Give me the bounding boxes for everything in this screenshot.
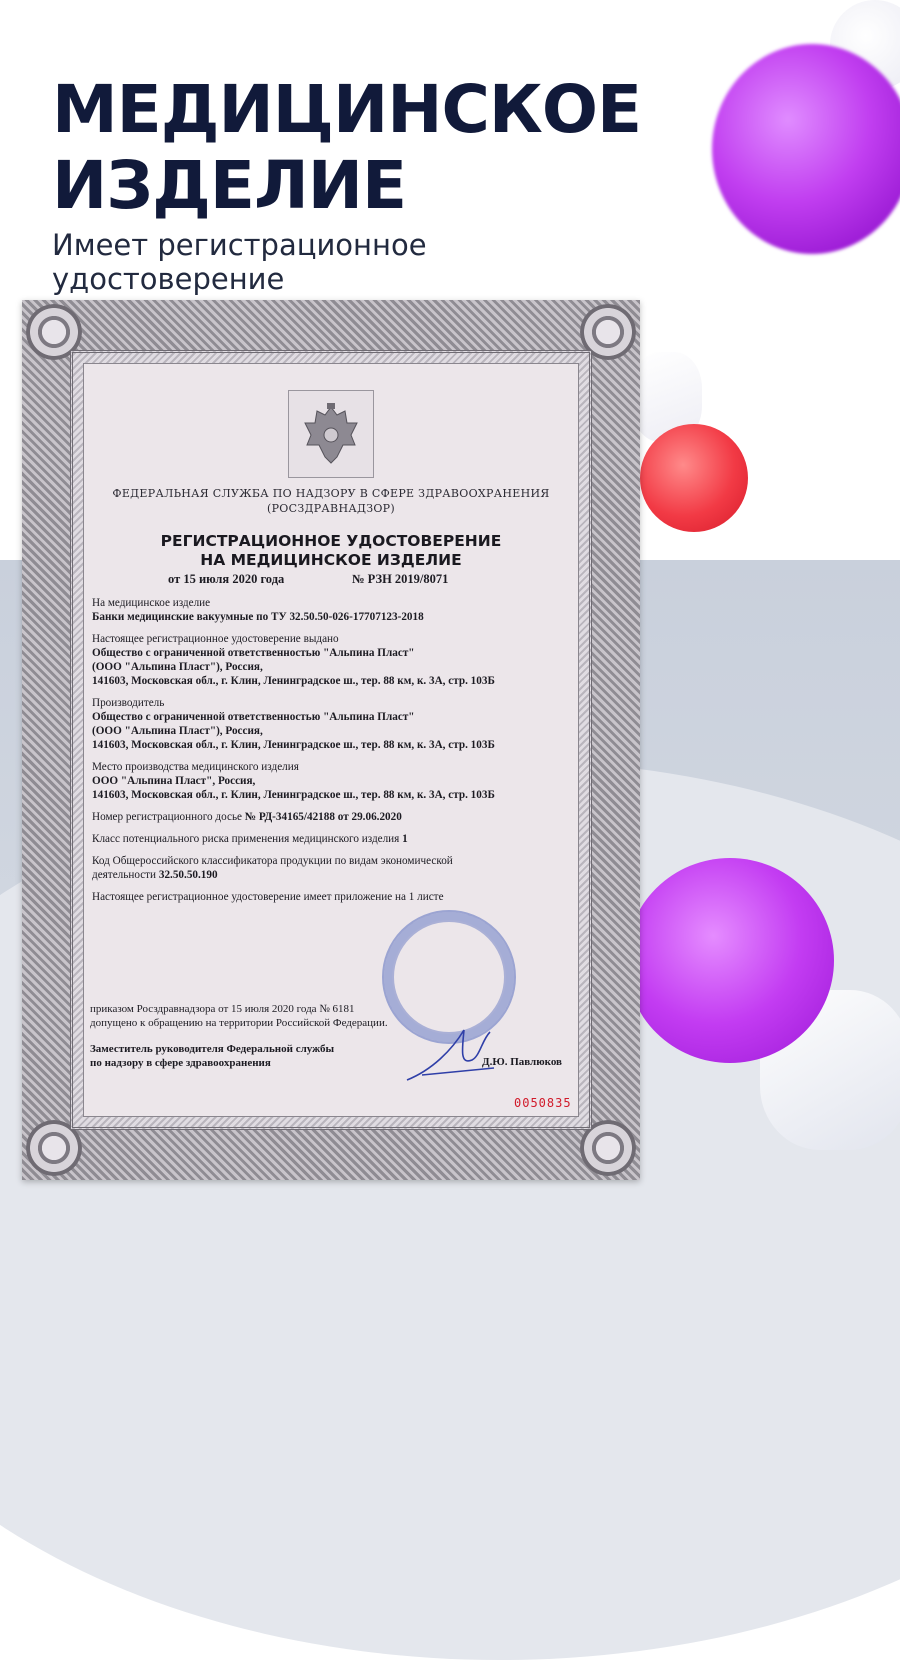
dossier-value: № РД-34165/42188 от 29.06.2020 (244, 811, 402, 823)
violet-cup-top-image (712, 44, 900, 254)
issued-line2: (ООО "Альпина Пласт"), Россия, (92, 661, 263, 673)
place-section (92, 760, 592, 802)
agency-short: (РОСЗДРАВНАДЗОР) (267, 502, 395, 515)
okpd-label-line1: Код Общероссийского классификатора продукции по видам экономической (92, 855, 453, 867)
signer-title (90, 1042, 334, 1070)
signer-line1: Заместитель руководителя Федеральной службы (90, 1043, 335, 1055)
manufacturer-line1: Общество с ограниченной ответственностью "Альпина Пласт" (92, 711, 415, 723)
headline-line1: МЕДИЦИНСКОЕ (52, 71, 642, 148)
certificate-title (22, 532, 640, 570)
headline (52, 72, 641, 224)
coat-of-arms-icon (288, 390, 374, 478)
issued-line1: Общество с ограниченной ответственностью "Альпина Пласт" (92, 647, 415, 659)
signer-line2: по надзору в сфере здравоохранения (90, 1057, 271, 1069)
manufacturer-line3: 141603, Московская обл., г. Клин, Ленинградское ш., тер. 88 км, к. 3А, стр. 103Б (92, 739, 495, 751)
headline-line2: ИЗДЕЛИЕ (52, 147, 407, 224)
place-line2: 141603, Московская обл., г. Клин, Ленинградское ш., тер. 88 км, к. 3А, стр. 103Б (92, 789, 495, 801)
risk-section (92, 832, 592, 846)
manufacturer-line2: (ООО "Альпина Пласт"), Россия, (92, 725, 263, 737)
registration-certificate (22, 300, 640, 1180)
okpd-label-line2: деятельности (92, 869, 157, 881)
place-label: Место производства медицинского изделия (92, 761, 299, 773)
order-line1: приказом Росздравнадзора от 15 июля 2020 года № 6181 (90, 1003, 355, 1015)
order-line2: допущено к обращению на территории Российской Федерации. (90, 1017, 388, 1029)
order-note (90, 1002, 388, 1030)
issued-label: Настоящее регистрационное удостоверение выдано (92, 633, 339, 645)
risk-value: 1 (402, 833, 408, 845)
subhead-line2: удостоверение (52, 262, 285, 296)
okpd-section (92, 854, 592, 882)
certificate-body (92, 596, 592, 912)
signer-name: Д.Ю. Павлюков (482, 1056, 562, 1068)
dossier-section (92, 810, 592, 824)
violet-cup-bottom-image (626, 858, 834, 1063)
agency-name (22, 486, 640, 516)
dossier-label: Номер регистрационного досье (92, 811, 243, 823)
place-line1: ООО "Альпина Пласт", Россия, (92, 775, 256, 787)
okpd-value: 32.50.50.190 (158, 869, 218, 881)
issued-line3: 141603, Московская обл., г. Клин, Ленинградское ш., тер. 88 км, к. 3А, стр. 103Б (92, 675, 495, 687)
device-value: Банки медицинские вакуумные по ТУ 32.50.50-026-17707123-2018 (92, 611, 424, 623)
signature-icon (402, 1020, 502, 1090)
serial-number: 0050835 (514, 1096, 572, 1110)
risk-label: Класс потенциального риска применения медицинского изделия (92, 833, 400, 845)
device-label: На медицинское изделие (92, 597, 211, 609)
manufacturer-label: Производитель (92, 697, 165, 709)
subhead (52, 228, 427, 296)
appendix-note: Настоящее регистрационное удостоверение имеет приложение на 1 листе (92, 891, 444, 903)
issued-section (92, 632, 592, 688)
manufacturer-section (92, 696, 592, 752)
title-line1: РЕГИСТРАЦИОННОЕ УДОСТОВЕРЕНИЕ (160, 532, 502, 550)
agency-full: ФЕДЕРАЛЬНАЯ СЛУЖБА ПО НАДЗОРУ В СФЕРЕ ЗДРАВООХРАНЕНИЯ (112, 487, 550, 500)
registration-number: № РЗН 2019/8071 (352, 572, 449, 586)
title-line2: НА МЕДИЦИНСКОЕ ИЗДЕЛИЕ (200, 551, 462, 569)
red-cup-image (640, 424, 748, 532)
device-section (92, 596, 592, 624)
subhead-line1: Имеет регистрационное (52, 228, 427, 262)
issue-date: от 15 июля 2020 года (168, 572, 285, 586)
